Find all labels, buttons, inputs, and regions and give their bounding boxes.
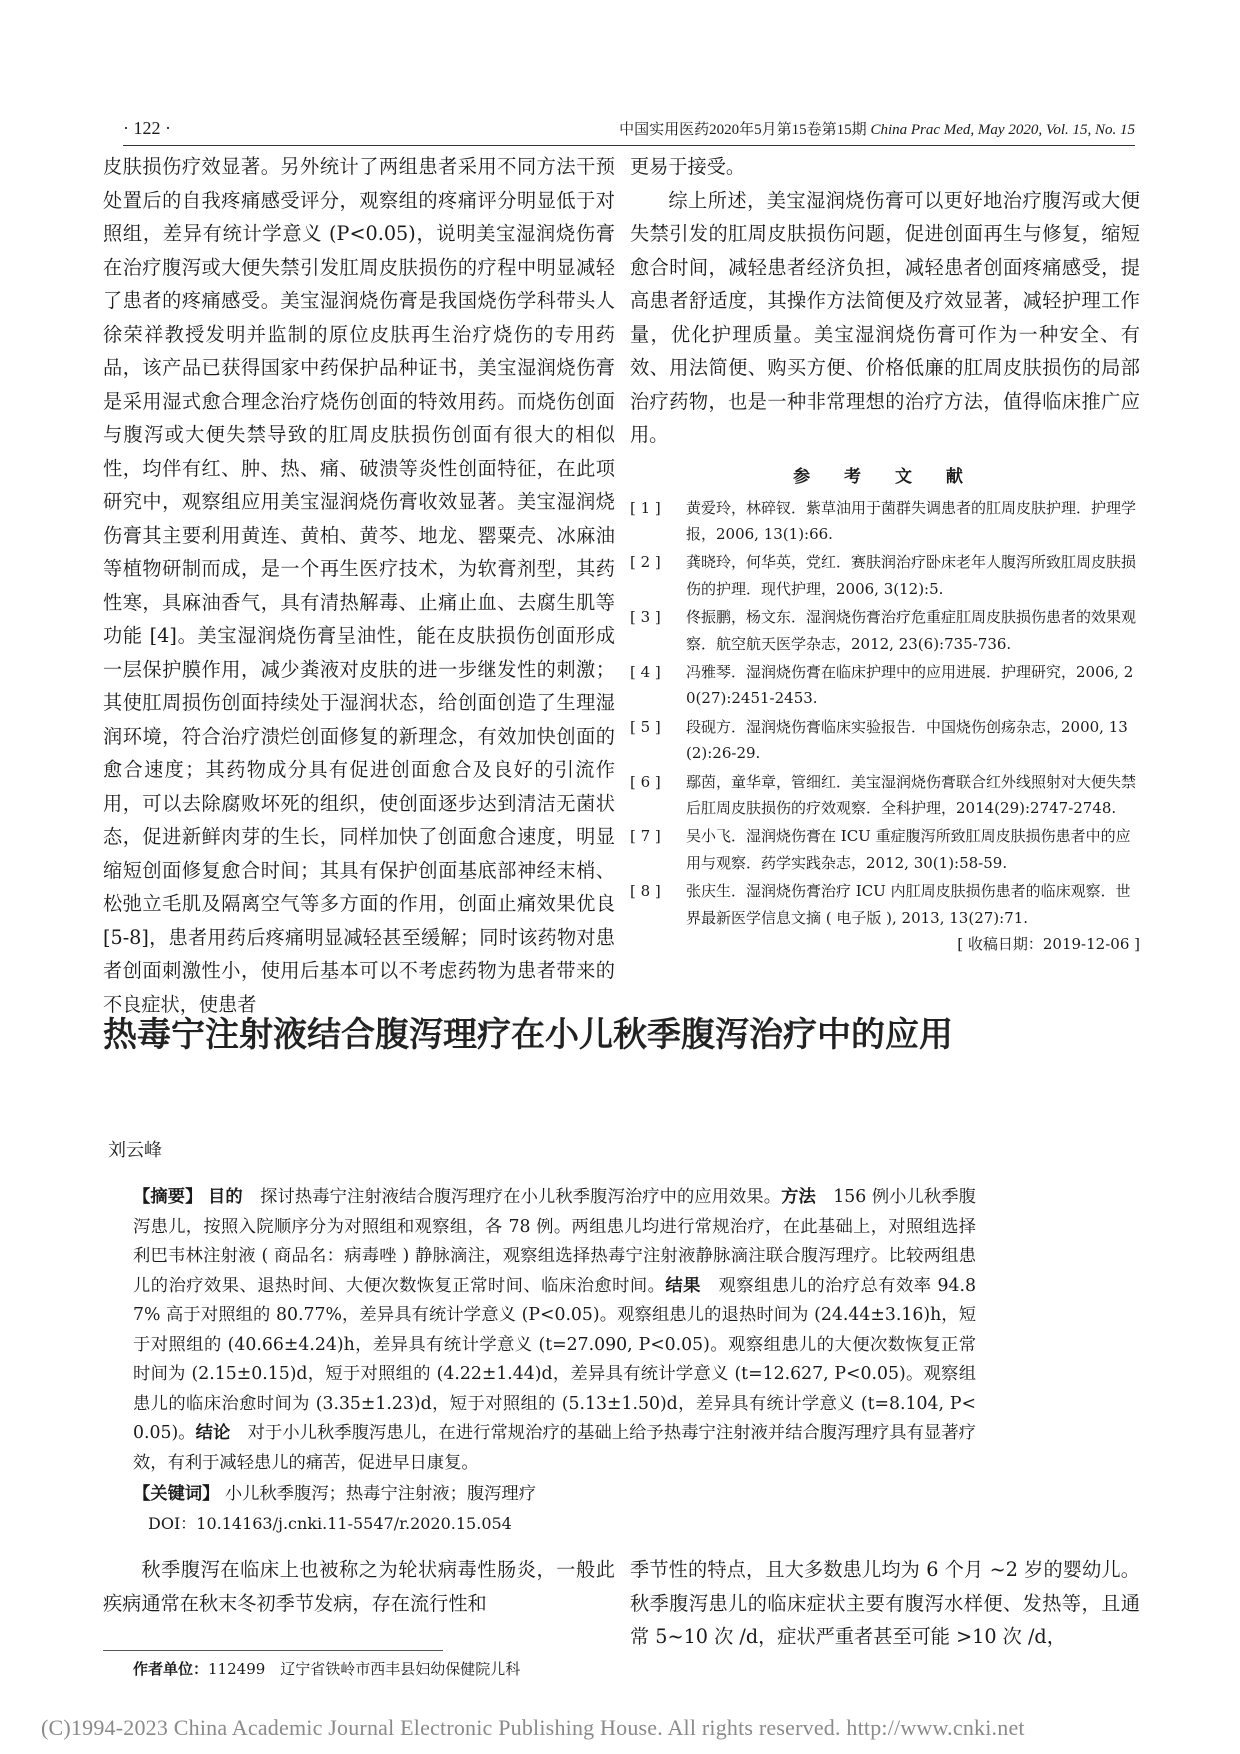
abstract bbox=[133, 1183, 976, 1478]
prev-article-right-column bbox=[630, 150, 1140, 954]
prev-article-continuation: 更易于接受。 bbox=[630, 155, 746, 178]
reference-number: [ 2 ] bbox=[630, 553, 661, 572]
reference-number: [ 1 ] bbox=[630, 498, 661, 517]
reference-number: [ 8 ] bbox=[630, 882, 661, 901]
reference-number: [ 6 ] bbox=[630, 772, 661, 791]
reference-number: [ 5 ] bbox=[630, 717, 661, 736]
objective-text: 探讨热毒宁注射液结合腹泻理疗在小儿秋季腹泻治疗中的应用效果。 bbox=[260, 1187, 782, 1207]
conclusion-paragraph: 综上所述，美宝湿润烧伤膏可以更好地治疗腹泻或大便失禁引发的肛周皮肤损伤问题，促进创面再生与修复，缩短愈合时间，减轻患者经济负担，减轻患者创面疼痛感受，提高患者舒适度，其操作方法简便及疗效显著，减轻护理工作量，优化护理质量。美宝湿润烧伤膏可作为一种安全、有效、用法简便、购买方便、价格低廉的肛周皮肤损伤的局部治疗药物，也是一种非常理想的治疗方法，值得临床推广应用。 bbox=[630, 188, 1140, 446]
keywords-label: 【关键词】 bbox=[133, 1484, 220, 1504]
conclusion-label: 结论 bbox=[195, 1423, 231, 1443]
journal-name-cn: 中国实用医药2020年5月第15卷第15期 bbox=[619, 122, 867, 138]
journal-header bbox=[619, 118, 1135, 139]
page-number: · 122 · bbox=[123, 118, 171, 138]
keywords-text: 小儿秋季腹泻；热毒宁注射液；腹泻理疗 bbox=[224, 1484, 536, 1504]
reference-number: [ 4 ] bbox=[630, 662, 661, 681]
doi: DOI：10.14163/j.cnki.11-5547/r.2020.15.054 bbox=[148, 1514, 512, 1533]
objective-label: 目的 bbox=[208, 1187, 243, 1207]
reference-item bbox=[630, 769, 1140, 822]
intro-paragraph: 秋季腹泻在临床上也被称之为轮状病毒性肠炎，一般此疾病通常在秋末冬初季节发病，存在流行性和 bbox=[103, 1558, 615, 1615]
reference-item bbox=[630, 659, 1140, 712]
result-text: 观察组患儿的治疗总有效率 94.87% 高于对照组的 80.77%，差异具有统计学意义 (P<0.05)。观察组患儿的退热时间为 (24.44±3.16)h，短于对照组的 (40.66±4.24)h，差异具有统计学意义 (t=27.090, P<0.05)。观察组患儿的大便次数恢复正常时间为 (2.15±0.15)d，短于对照组的 (4.22±1.44)d，差异具有统计学意义 (t=12.627, P<0.05)。观察组患儿的临床治愈时间为 (3.35±1.23)d，短于对照组的 (5.13±1.50)d，差异具有统计学意义 (t=8.104, P<0.05)。 bbox=[133, 1275, 976, 1443]
author-affiliation bbox=[133, 1658, 520, 1679]
reference-list bbox=[630, 495, 1140, 932]
footnote-rule bbox=[103, 1650, 443, 1651]
reference-text: 佟振鹏，杨文东．湿润烧伤膏治疗危重症肛周皮肤损伤患者的效果观察．航空航天医学杂志，2012, 23(6):735-736. bbox=[686, 608, 1137, 653]
header-rule bbox=[123, 145, 1135, 146]
keywords bbox=[133, 1480, 536, 1510]
prev-article-left-column bbox=[103, 150, 615, 1021]
reference-item bbox=[630, 549, 1140, 602]
result-label: 结果 bbox=[665, 1275, 701, 1296]
reference-text: 段砚方．湿润烧伤膏临床实验报告．中国烧伤创疡杂志，2000, 13(2):26-29. bbox=[686, 717, 1128, 763]
references-heading: 参 考 文 献 bbox=[793, 466, 977, 487]
abstract-label: 【摘要】 bbox=[133, 1187, 203, 1207]
reference-text: 吴小飞．湿润烧伤膏在 ICU 重症腹泻所致肛周皮肤损伤患者中的应用与观察．药学实践杂志，2012, 30(1):58-59. bbox=[686, 827, 1131, 872]
reference-item bbox=[630, 878, 1140, 931]
affiliation-text: 112499 辽宁省铁岭市西丰县妇幼保健院儿科 bbox=[208, 1660, 521, 1678]
reference-text: 冯雅琴．湿润烧伤膏在临床护理中的应用进展．护理研究，2006, 20(27):2451-2453. bbox=[686, 662, 1134, 708]
article-author: 刘云峰 bbox=[108, 1140, 162, 1161]
method-text: 156 例小儿秋季腹泻患儿，按照入院顺序分为对照组和观察组，各 78 例。两组患儿均进行常规治疗，在此基础上，对照组选择利巴韦林注射液 ( 商品名：病毒唑 ) 静脉滴注，观察组选择热毒宁注射液静脉滴注联合腹泻理疗。比较两组患儿的治疗效果、退热时间、大便次数恢复正常时间、临床治愈时间。 bbox=[133, 1187, 976, 1296]
reference-number: [ 3 ] bbox=[630, 608, 661, 627]
journal-name-en: China Prac Med, May 2020, Vol. 15, No. 15 bbox=[870, 122, 1135, 138]
reference-text: 张庆生．湿润烧伤膏治疗 ICU 内肛周皮肤损伤患者的临床观察．世界最新医学信息文摘 ( 电子版 ), 2013, 13(27):71. bbox=[686, 882, 1131, 927]
reference-item bbox=[630, 714, 1140, 767]
article-title: 热毒宁注射液结合腹泻理疗在小儿秋季腹泻治疗中的应用 bbox=[103, 1015, 953, 1055]
reference-number: [ 7 ] bbox=[630, 827, 661, 846]
affiliation-label: 作者单位： bbox=[133, 1660, 209, 1678]
prev-article-paragraph: 皮肤损伤疗效显著。另外统计了两组患者采用不同方法干预处置后的自我疼痛感受评分，观察组的疼痛评分明显低于对照组，差异有统计学意义 (P<0.05)，说明美宝湿润烧伤膏在治疗腹泻或大便失禁引发肛周皮肤损伤的疗程中明显减轻了患者的疼痛感受。美宝湿润烧伤膏是我国烧伤学科带头人徐荣祥教授发明并监制的原位皮肤再生治疗烧伤的专用药品，该产品已获得国家中药保护品种证书，美宝湿润烧伤膏是采用湿式愈合理念治疗烧伤创面的特效用药。而烧伤创面与腹泻或大便失禁导致的肛周皮肤损伤创面有很大的相似性，均伴有红、肿、热、痛、破溃等炎性创面特征，在此项研究中，观察组应用美宝湿润烧伤膏收效显著。美宝湿润烧伤膏其主要利用黄连、黄柏、黄芩、地龙、罂粟壳、冰麻油等植物研制而成，是一个再生医疗技术，为软膏剂型，其药性寒，具麻油香气，具有清热解毒、止痛止血、去腐生肌等功能 [4]。美宝湿润烧伤膏呈油性，能在皮肤损伤创面形成一层保护膜作用，减少粪液对皮肤的进一步继发性的刺激；其使肛周损伤创面持续处于湿润状态，给创面创造了生理湿润环境，符合治疗溃烂创面修复的新理念，有效加快创面的愈合速度；其药物成分具有促进创面愈合及良好的引流作用，可以去除腐败坏死的组织，使创面逐步达到清洁无菌状态，促进新鲜肉芽的生长，同样加快了创面愈合速度，明显缩短创面修复愈合时间；其具有保护创面基底部神经末梢、松弛立毛肌及隔离空气等多方面的作用，创面止痛效果优良 [5-8]，患者用药后疼痛明显减轻甚至缓解；同时该药物对患者创面刺激性小，使用后基本可以不考虑药物为患者带来的不良症状，使患者 bbox=[103, 155, 615, 1016]
reference-item bbox=[630, 823, 1140, 876]
reference-item bbox=[630, 604, 1140, 657]
reference-item bbox=[630, 495, 1140, 548]
conclusion-text: 对于小儿秋季腹泻患儿，在进行常规治疗的基础上给予热毒宁注射液并结合腹泻理疗具有显著疗效，有利于减轻患儿的痛苦，促进早日康复。 bbox=[133, 1423, 976, 1473]
reference-text: 鄢茵，童华章，管细红．美宝湿润烧伤膏联合红外线照射对大便失禁后肛周皮肤损伤的疗效观察．全科护理，2014(29):2747-2748. bbox=[686, 772, 1137, 817]
method-label: 方法 bbox=[781, 1187, 816, 1207]
reference-text: 龚晓玲，何华英，党红．赛肤润治疗卧床老年人腹泻所致肛周皮肤损伤的护理．现代护理，2006, 3(12):5. bbox=[686, 553, 1137, 598]
intro-left-column bbox=[103, 1553, 615, 1620]
reference-text: 黄爱玲，林碎钗．紫草油用于菌群失调患者的肛周皮肤护理．护理学报，2006, 13(1):66. bbox=[686, 498, 1137, 543]
intro-right-column bbox=[630, 1553, 1140, 1654]
received-date: [ 收稿日期：2019-12-06 ] bbox=[957, 935, 1140, 953]
intro-continuation: 季节性的特点，且大多数患儿均为 6 个月 ~2 岁的婴幼儿。秋季腹泻患儿的临床症状主要有腹泻水样便、发热等，且通常 5~10 次 /d，症状严重者甚至可能 >10 次 /d， bbox=[630, 1558, 1140, 1648]
copyright-watermark: (C)1994-2023 China Academic Journal Electronic Publishing House. All rights reserved. http://www.cnki.net bbox=[41, 1715, 1025, 1740]
